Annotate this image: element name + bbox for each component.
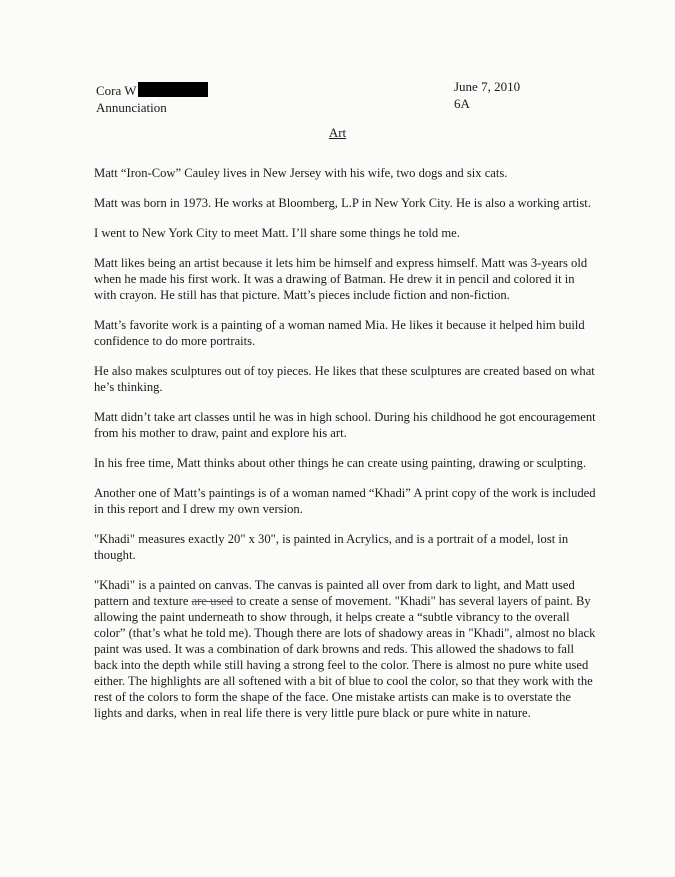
paragraph: Matt’s favorite work is a painting of a woman named Mia. He likes it because it helped him build confidence to do more portraits. bbox=[94, 318, 585, 348]
grade: 6A bbox=[454, 96, 470, 111]
paragraph: I went to New York City to meet Matt. I’ll share some things he told me. bbox=[94, 226, 460, 240]
final-text-part2: to create a sense of movement. "Khadi" has several layers of paint. By allowing the paint underneath to show through, it helps create a “subtle vibrancy to the overall color” (that’s what he told me). Though there are lots of shadowy areas in "Khadi", almost no black paint was used. It was a combination of dark browns and reds. This allowed the shadows to fall back into the depth while still having a strong feel to the color. There is almost no pure white used either. The highlights are all softened with a bit of blue to cool the color, so that they work with the rest of the colors to form the shape of the face. One mistake artists can make is to overstate the lights and darks, when in real life there is very little pure black or pure white in nature. bbox=[94, 594, 596, 720]
final-paragraph bbox=[94, 577, 600, 721]
struck-text: are used bbox=[191, 594, 234, 608]
date-block bbox=[454, 78, 520, 112]
student-info bbox=[96, 82, 208, 116]
paragraph: In his free time, Matt thinks about other things he can create using painting, drawing or sculpting. bbox=[94, 456, 587, 470]
school-name: Annunciation bbox=[96, 100, 167, 115]
paragraph: Matt “Iron-Cow” Cauley lives in New Jersey with his wife, two dogs and six cats. bbox=[94, 166, 508, 180]
student-name-line bbox=[96, 82, 208, 99]
paragraph: Another one of Matt’s paintings is of a woman named “Khadi” A print copy of the work is included in this report and I drew my own version. bbox=[94, 486, 596, 516]
paragraph: He also makes sculptures out of toy pieces. He likes that these sculptures are created based on what he’s thinking. bbox=[94, 364, 595, 394]
redaction-bar bbox=[138, 82, 208, 97]
paragraph: "Khadi" measures exactly 20" x 30", is painted in Acrylics, and is a portrait of a model, lost in thought. bbox=[94, 532, 569, 562]
date: June 7, 2010 bbox=[454, 79, 521, 94]
page-title: Art bbox=[328, 125, 347, 140]
paragraph: Matt was born in 1973. He works at Bloomberg, L.P in New York City. He is also a working artist. bbox=[94, 196, 591, 210]
report-body bbox=[94, 165, 600, 735]
student-name: Cora W bbox=[96, 83, 137, 98]
final-text-part1: "Khadi" is a painted on canvas. The canvas is painted all over from dark to light, and Matt used pattern and texture bbox=[94, 578, 575, 608]
paragraph: Matt likes being an artist because it lets him be himself and express himself. Matt was 3-years old when he made his first work. It was a drawing of Batman. He drew it in pencil and colored it in with crayon. He still has that picture. Matt’s pieces include fiction and non-fiction. bbox=[94, 256, 588, 302]
paragraph: Matt didn’t take art classes until he was in high school. During his childhood he got encouragement from his mother to draw, paint and explore his art. bbox=[94, 410, 596, 440]
